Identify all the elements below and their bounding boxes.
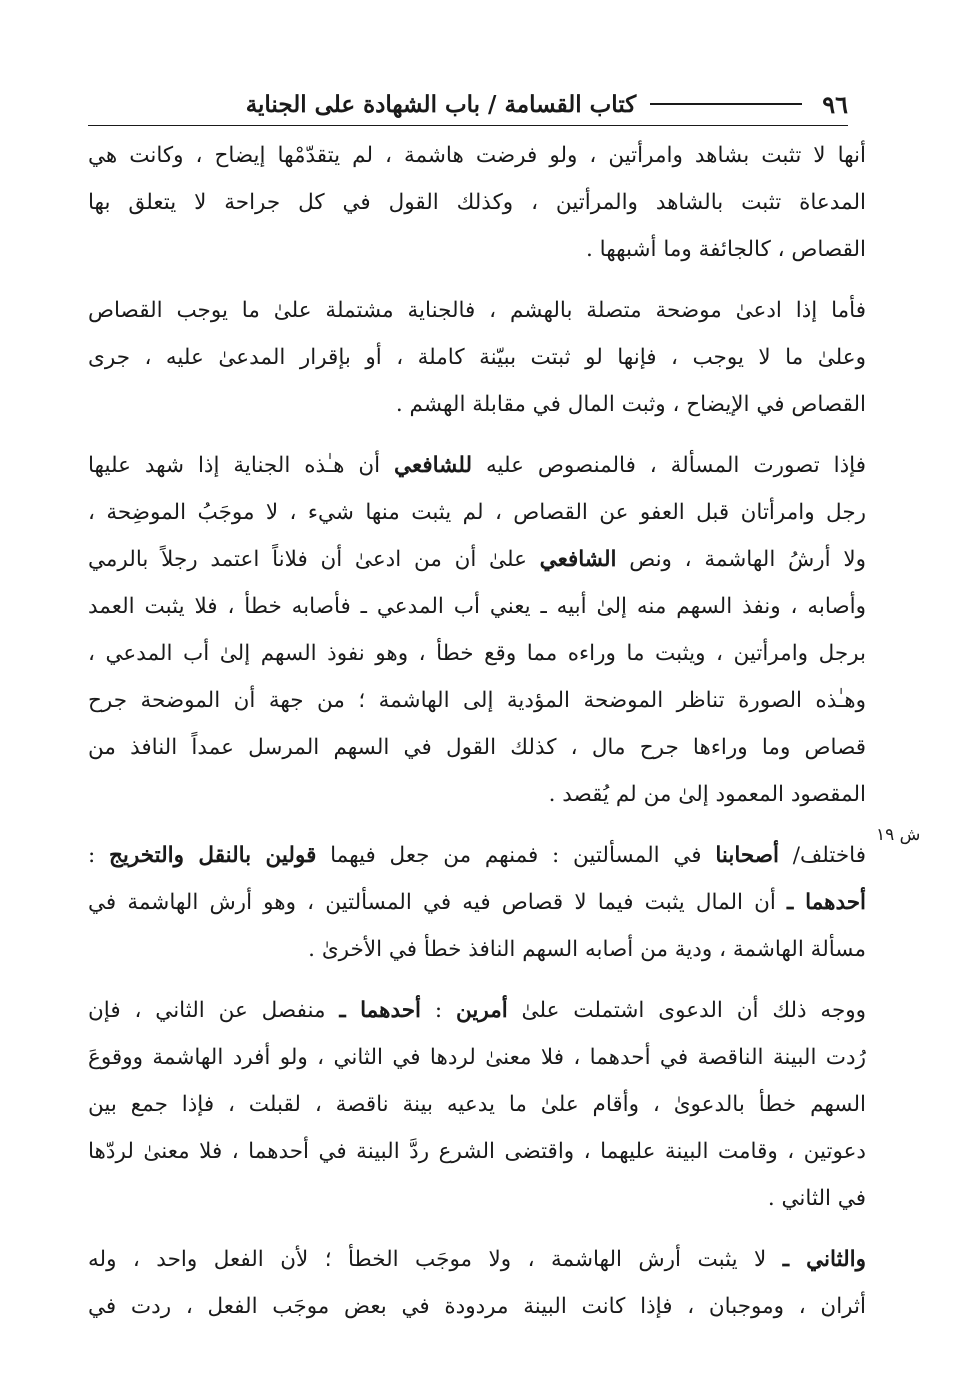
paragraph xyxy=(88,1236,866,1330)
paragraph xyxy=(88,132,866,273)
paragraph xyxy=(88,287,866,428)
text-line: والثاني ـ لا يثبت أرش الهاشمة ، ولا موجَب الخطأ ؛ لأن الفعل واحد ، وله xyxy=(88,1247,866,1272)
text-line: القصاص ، كالجائفة وما أشبهها . xyxy=(586,237,866,262)
text-line: برجل وامرأتين ، ويثبت ما وراءه مما وقع خطأ ، وهو نفوذ السهم إلىٰ أب المدعي ، xyxy=(88,641,866,666)
text-line: وهـٰذه الصورة تناظر الموضحة المؤدية إلى الهاشمة ؛ من جهة أن الموضحة جرح xyxy=(88,688,866,713)
text-line: وعلىٰ ما لا يوجب ، فإنها لو ثبتت ببيّنة كاملة ، أو بإقرار المدعىٰ عليه ، جرى xyxy=(88,345,866,370)
paragraph xyxy=(88,832,866,973)
text-line: قصاص وما وراءها جرح مال ، كذلك القول في السهم المرسل عمداً النافذ من xyxy=(88,735,866,760)
text-line: فأما إذا ادعىٰ موضحة متصلة بالهشم ، فالجناية مشتملة علىٰ ما يوجب القصاص xyxy=(88,298,866,323)
paragraph xyxy=(88,442,866,818)
text-line: أنها لا تثبت بشاهد وامرأتين ، ولو فرضت هاشمة ، لم يتقدّمْها إيضاح ، وكانت هي xyxy=(88,143,866,168)
margin-reference: ش ١٩ xyxy=(876,825,921,845)
paragraph xyxy=(88,987,866,1222)
text-line: المدعاة تثبت بالشاهد والمرأتين ، وكذلك القول في كل جراحة لا يتعلق بها xyxy=(88,190,866,215)
text-line: المقصود المعمود إلىٰ من لم يُقصد . xyxy=(548,782,866,807)
running-header xyxy=(88,84,848,124)
text-line: القصاص في الإيضاح ، وثبت المال في مقابلة الهشم . xyxy=(395,392,866,417)
text-line: فإذا تصورت المسألة ، فالمنصوص عليه للشافعي أن هـٰذه الجناية إذا شهد عليها xyxy=(88,453,866,478)
text-line: رُدت البينة الناقصة في أحدهما ، فلا معنىٰ لردها في الثاني ، ولو أفرد الهاشمة ووقوعَ xyxy=(88,1045,866,1070)
text-line: مسألة الهاشمة ، ودية من أصابه السهم النافذ خطأ في الأخرىٰ . xyxy=(308,937,866,962)
text-line: أثران ، وموجبان ، فإذا كانت البينة مردودة في بعض موجَب الفعل ، ردت في xyxy=(88,1294,866,1319)
text-line: رجل وامرأتان قبل العفو عن القصاص ، لم يثبت منها شيء ، لا موجَبُ الموضِحة ، xyxy=(88,500,866,525)
text-line: ووجه ذلك أن الدعوى اشتملت علىٰ أمرين : أحدهما ـ منفصل عن الثاني ، فإن xyxy=(88,998,866,1023)
chapter-title: كتاب القسامة / باب الشهادة على الجناية xyxy=(245,90,637,118)
text-line: دعوتين ، وقامت البينة عليهما ، واقتضى الشرع ردَّ البينة في أحدهما ، فلا معنىٰ لردّها xyxy=(88,1139,866,1164)
header-divider xyxy=(88,125,848,126)
text-line: أحدهما ـ أن المال يثبت فيما لا قصاص فيه في المسألتين ، وهو أرش الهاشمة في xyxy=(88,890,866,915)
header-rule xyxy=(650,103,802,105)
text-line: السهم خطأ بالدعوىٰ ، وأقام علىٰ ما يدعيه بينة ناقصة ، لقبلت ، فإذا جمع بين xyxy=(88,1092,866,1117)
text-line: في الثاني . xyxy=(767,1186,866,1211)
text-line: وأصابه ، ونفذ السهم منه إلىٰ أبيه ـ يعني أب المدعي ـ فأصابه خطأ ، فلا يثبت العمد xyxy=(88,594,866,619)
text-line: ولا أرشُ الهاشمة ، ونص الشافعي علىٰ أن من ادعىٰ أن فلاناً اعتمد رجلاً بالرمي xyxy=(88,547,866,572)
text-line: فاختلف/ أصحابنا في المسألتين : فمنهم من جعل فيهما قولين بالنقل والتخريج : xyxy=(88,843,866,868)
page-body xyxy=(88,132,866,1344)
page-number: ٩٦ xyxy=(822,89,848,119)
